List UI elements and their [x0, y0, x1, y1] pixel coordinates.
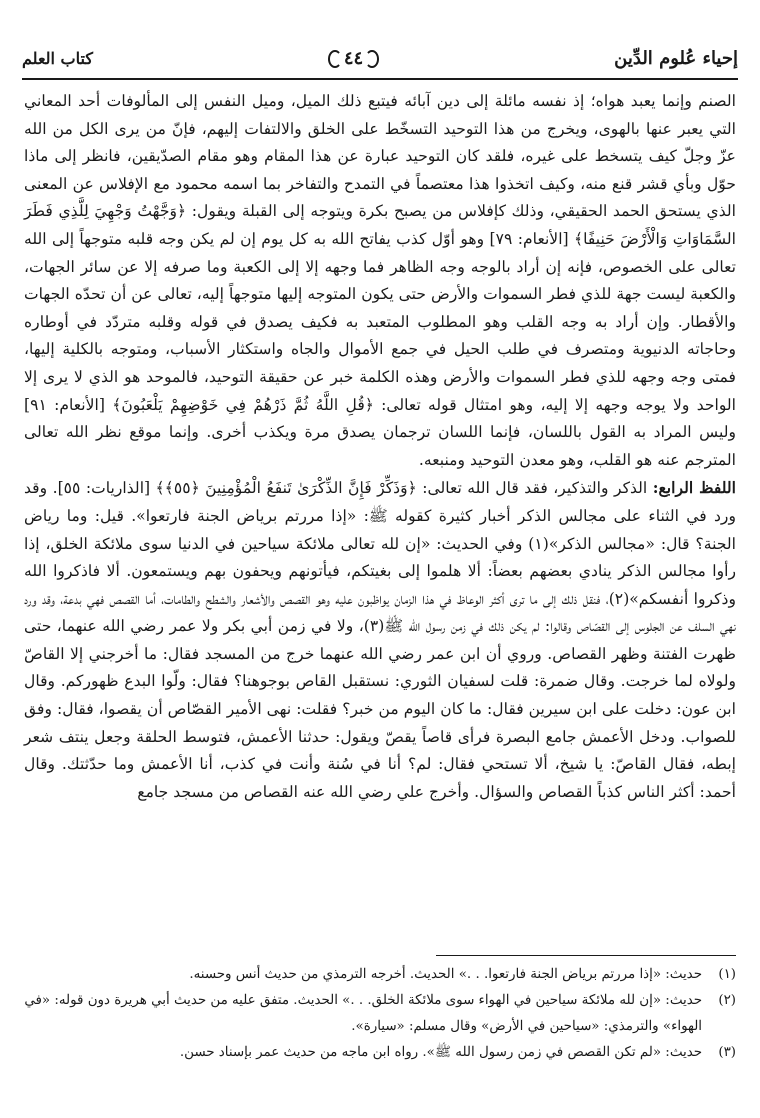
- paragraph-dhikr-text: الذكر والتذكير، فقد قال الله تعالى: ﴿وَذَكِّرْ فَإِنَّ الذِّكْرَىٰ تَنفَعُ الْمُؤْمِنِينَ ﴿٥٥﴾﴾ [الذاريات: ٥٥]. وقد ورد في الثناء على مجالس الذكر أخبار كثيرة كقوله ﷺ: «إذا مررتم برياض الجنة فارتعوا». قيل: وما رياض الجنة؟ قال: «مجالس الذكر»(١) وفي الحديث: «إن لله تعالى ملائكة سياحين في الدنيا سوى ملائكة الخلق، إذا رأوا مجالس الذكر ينادي بعضهم بعضاً: ألا هلموا إلى بغيتكم، فيأتونهم ويحفون بهم ويستمعون. ألا فاذكروا الله وذكروا أنفسكم»(٢)، فنقل ذلك إلى ما ترى أكثر الوعاظ في هذا الزمان يواظبون عليه وهو القصص والأشعار والشطح والطامات، أما القصص فهي بدعة، وقد ورد نهي السلف عن الجلوس إلى القصّاص وقالوا: لم يكن ذلك في زمن رسول الله ﷺ(٣)، ولا في زمن أبي بكر ولا عمر رضي الله عنهما، حتى ظهرت الفتنة وظهر القصاص. وروي أن ابن عمر رضي الله عنهما خرج من المسجد فقال: ما أخرجني إلا القاصّ ولولاه لما خرجت. وقال ضمرة: قلت لسفيان الثوري: نستقبل القاص بوجوهنا؟ فقال: ولّوا البدع ظهوركم. وقال ابن عون: دخلت على ابن سيرين فقال: ما كان اليوم من خبر؟ فقلت: نهى الأمير القصّاص أن يقصوا، فقال: وفق للصواب. ودخل الأعمش جامع البصرة فرأى قاصاً يقصّ ويقول: حدثنا الأعمش، فتوسط الحلقة وجعل ينتف شعر إبطه، فقال القاصّ: يا شيخ، ألا تستحي فقال: لم؟ أنا في سُنة وأنت في كذب، أنا الأعمش وما حدّثتك. وقال أحمد: أكثر الناس كذباً القصاص والسؤال. وأخرج علي رضي الله عنه القصاص من مسجد جامع: [24, 479, 736, 801]
- page-header: [22, 40, 738, 76]
- section-label: اللفظ الرابع:: [652, 478, 737, 498]
- footnote-text: حديث: «إن لله ملائكة سياحين في الهواء سوى ملائكة الخلق. . .» الحديث. متفق عليه من حديث أبي هريرة دون قوله: «في الهواء» والترمذي: «سياحين في الأرض» وقال مسلم: «سيارة».: [24, 993, 702, 1034]
- footnote-number: (٣): [718, 1045, 736, 1060]
- book-title: إحياء عُلوم الدِّين: [614, 47, 738, 69]
- footnote-number: (٢): [718, 993, 736, 1008]
- footnote: [24, 1040, 736, 1066]
- main-text: [24, 88, 736, 806]
- footnote: [24, 988, 736, 1040]
- header-rule: [22, 78, 738, 80]
- footnote-text: حديث: «إذا مررتم برياض الجنة فارتعوا. . .» الحديث. أخرجه الترمذي من حديث أنس وحسنه.: [189, 967, 702, 982]
- footnote-rule: [436, 955, 736, 956]
- chapter-title: كتاب العلم: [22, 48, 93, 68]
- footnote-number: (١): [718, 967, 736, 982]
- page-number: ٤٤: [330, 48, 377, 69]
- footnote: [24, 962, 736, 988]
- paragraph-dhikr: [24, 474, 736, 806]
- footnotes: [24, 962, 736, 1066]
- footnote-text: حديث: «لم تكن القصص في زمن رسول الله ﷺ». رواه ابن ماجه من حديث عمر بإسناد حسن.: [179, 1045, 702, 1060]
- paragraph-tawhid: الصنم وإنما يعبد هواه؛ إذ نفسه مائلة إلى دين آبائه فيتبع ذلك الميل، وميل النفس إلى المألوفات أحد المعاني التي يعبر عنها بالهوى، ويخرج من هذا التوحيد التسخّط على الخلق والالتفات إليهم، فإنّ من يرى الكل من الله عزّ وجلّ كيف يتسخط على غيره، فلقد كان التوحيد عبارة عن هذا المقام وهو مقام الصدّيقين، فانظر إلى ماذا حوّل وبأي قشر قنع منه، وكيف اتخذوا هذا معتصماً في التمدح والتفاخر بما اسمه محمود مع الإفلاس عن المعنى الذي يستحق الحمد الحقيقي، وذلك كإفلاس من يصبح بكرة ويتوجه إلى القبلة ويقول: ﴿وَجَّهْتُ وَجْهِيَ لِلَّذِي فَطَرَ السَّمَاوَاتِ وَالْأَرْضَ حَنِيفًا﴾ [الأنعام: ٧٩] وهو أوّل كذب يفاتح الله به كل يوم إن لم يكن وجه قلبه متوجهاً إلى الله تعالى على الخصوص، فإنه إن أراد بالوجه وجه الظاهر فما وجهه إلا إلى الكعبة وما صرفه إلا عن سائر الجهات، والكعبة ليست جهة للذي فطر السموات والأرض حتى يكون المتوجه إليها متوجهاً إليه، تعالى عن أن تحدّه الجهات والأقطار. وإن أراد به وجه القلب وهو المطلوب المتعبد به فكيف يصدق في قوله وقلبه متردّد في أوطاره وحاجاته الدنيوية ومتصرف في طلب الحيل في جمع الأموال والجاه واستكثار الأسباب، ومتوجه بالكلية إليها، فمتى وجه وجهه للذي فطر السموات والأرض وهذه الكلمة خبر عن حقيقة التوحيد، فالموحد هو الذي لا يرى إلا الواحد ولا يوجه وجهه إلا إليه، وهو امتثال قوله تعالى: ﴿قُلِ اللَّهُ ثُمَّ ذَرْهُمْ فِي خَوْضِهِمْ يَلْعَبُونَ﴾ [الأنعام: ٩١] وليس المراد به القول باللسان، فإنما اللسان ترجمان يصدق مرة ويكذب أخرى. وإنما موقع نظر الله تعالى المترجم عنه هو القلب، وهو معدن التوحيد ومنبعه.: [24, 92, 736, 469]
